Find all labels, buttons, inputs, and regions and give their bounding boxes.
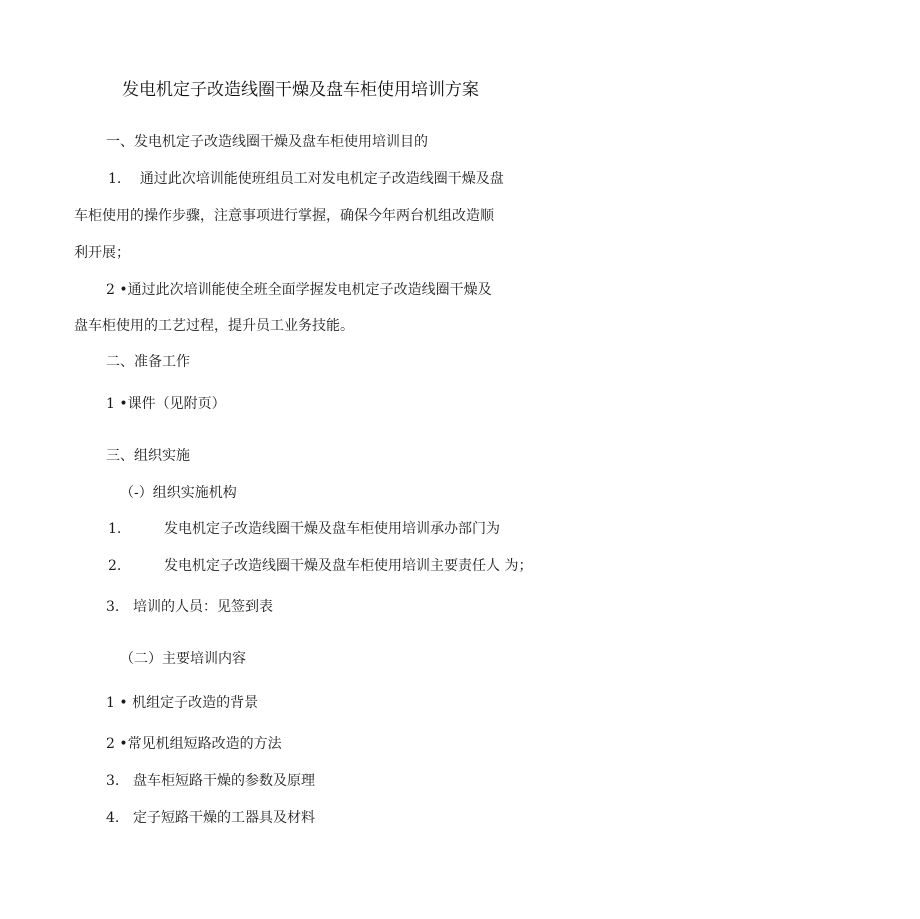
section3-sub1-item2 xyxy=(108,557,532,575)
item-text: 发电机定子改造线圈干燥及盘车柜使用培训承办部门为 xyxy=(164,521,500,537)
item-text: 盘车柜短路干燥的参数及原理 xyxy=(133,773,315,789)
section3-sub2-item2: 2 •常见机组短路改造的方法 xyxy=(106,736,282,752)
item-number: 1. xyxy=(108,521,122,537)
item-text: 通过此次培训能使班组员工对发电机定子改造线圈干燥及盘 xyxy=(139,171,504,187)
section1-item2-line1: 2 •通过此次培训能使全班全面学握发电机定子改造线圈干燥及 xyxy=(106,282,492,298)
section3-sub2-heading: （二）主要培训内容 xyxy=(120,651,246,667)
section1-item1-line2: 车柜使用的操作步骤，注意事项进行掌握，确保今年两台机组改造顺 xyxy=(74,208,494,224)
section3-heading: 三、组织实施 xyxy=(106,448,190,464)
item-number: 3. xyxy=(106,773,120,789)
section3-sub1-item3 xyxy=(106,598,273,616)
section1-item1-line1 xyxy=(108,170,504,188)
section3-sub1-item1 xyxy=(108,520,500,538)
section2-heading: 二、准备工作 xyxy=(106,354,190,370)
section3-sub2-item3 xyxy=(106,772,315,790)
item-text: 发电机定子改造线圈干燥及盘车柜使用培训主要责任人 为； xyxy=(164,558,533,574)
item-number: 3. xyxy=(106,599,120,615)
document-title: 发电机定子改造线圈干燥及盘车柜使用培训方案 xyxy=(122,80,479,100)
section3-sub1-heading: （-）组织实施机构 xyxy=(120,485,237,501)
section1-heading: 一、发电机定子改造线圈干燥及盘车柜使用培训目的 xyxy=(106,134,428,150)
section3-sub2-item4 xyxy=(106,809,315,827)
item-text: 培训的人员：见签到表 xyxy=(133,599,273,615)
section3-sub2-item1: 1 • 机组定子改造的背景 xyxy=(106,695,259,711)
item-number: 1. xyxy=(108,171,122,187)
section2-item1: 1 •课件（见附页） xyxy=(106,396,226,412)
item-text: 定子短路干燥的工器具及材料 xyxy=(133,810,315,826)
item-number: 4. xyxy=(106,810,120,826)
section1-item1-line3: 利开展； xyxy=(74,245,130,261)
item-number: 2. xyxy=(108,558,122,574)
section1-item2-line2: 盘车柜使用的工艺过程，提升员工业务技能。 xyxy=(74,318,354,334)
